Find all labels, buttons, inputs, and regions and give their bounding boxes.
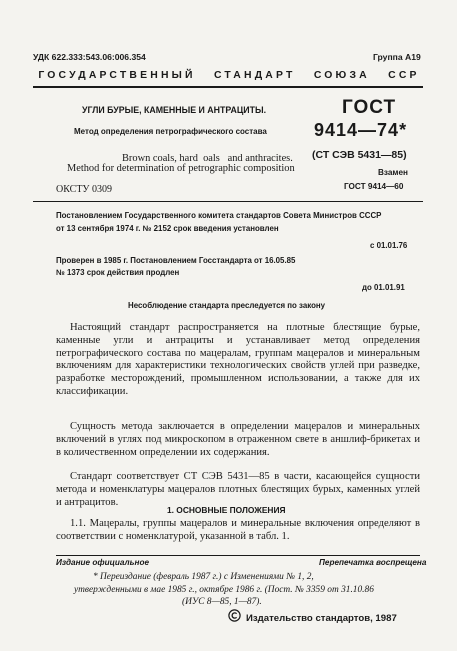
decree-line-2: от 13 сентября 1974 г. № 2152 срок введения установлен [56,224,279,233]
instead-label: Взамен [378,168,408,177]
st-sev: (СТ СЭВ 5431—85) [312,149,407,161]
official-edition: Издание официальное [56,558,149,567]
title-en-1: Brown coals, hard oals and anthracites. [122,153,293,164]
subtitle-ru: Метод определения петрографического состава [74,127,267,136]
okstu: ОКСТУ 0309 [56,184,113,195]
paragraph-3: Стандарт соответствует СТ СЭВ 5431—85 в части, касающейся сущности метода и номенклатуры мацералов плотных блестящих бурых, каменных углей и антрацитов. [56,471,420,508]
decree-line-1: Постановлением Государственного комитета стандартов Совета Министров СССР [56,211,382,220]
copyright-text: Издательство стандартов, 1987 [246,612,397,624]
title-en-2: Method for determination of petrographic composition [67,163,295,174]
section-paragraph: 1.1. Мацералы, группы мацералов и минеральные включения определяют в соответствии с номенклатурой, указанной в табл. 1. [56,518,420,542]
banner: ГОСУДАРСТВЕННЫЙ СТАНДАРТ СОЮЗА ССР [38,70,420,81]
check-line-2: № 1373 срок действия продлен [56,268,180,277]
gost-number: 9414—74* [314,120,408,140]
check-date: до 01.01.91 [362,283,405,292]
group-code: Группа А19 [373,52,421,62]
footnote-line-3: (ИУС 8—85, 1—87). [182,597,262,607]
paragraph-1: Настоящий стандарт распространяется на плотные блестящие бурые, каменные угли и антрациты и устанавливает метод определения петрографического состава по мацералам, группам мацералов и минеральным включениям для характеристики технологических свойств углей при разведке, разработке месторождений, промышленном использовании, а также для их классификации. [56,322,420,397]
banner-rule [33,86,423,88]
decree-date: с 01.01.76 [370,241,408,250]
footnote-line-2: утвержденными в мае 1985 г., октябре 1986 г. (Пост. № 3359 от 31.10.86 [74,585,374,595]
footnote-line-1: * Переиздание (февраль 1987 г.) с Изменениями № 1, 2, [93,572,314,582]
header-rule [33,201,423,202]
footer-rule [56,555,420,556]
no-reprint: Перепечатка воспрещена [319,558,427,567]
udk-code: УДК 622.333:543.06:006.354 [33,52,146,62]
penalty-note: Несоблюдение стандарта преследуется по закону [128,301,326,310]
check-line-1: Проверен в 1985 г. Постановлением Госстандарта от 16.05.85 [56,256,296,265]
copyright-line [228,609,397,627]
copyright-icon [228,609,241,627]
paragraph-2: Сущность метода заключается в определении мацералов и минеральных включений в углях под микроскопом в отраженном свете в аншлиф-брикетах и в количественном определении их содержания. [56,421,420,458]
title-ru: УГЛИ БУРЫЕ, КАМЕННЫЕ И АНТРАЦИТЫ. [82,105,267,115]
section-heading: 1. ОСНОВНЫЕ ПОЛОЖЕНИЯ [167,505,286,515]
gost-label: ГОСТ [342,97,397,118]
instead-value: ГОСТ 9414—60 [344,182,404,191]
